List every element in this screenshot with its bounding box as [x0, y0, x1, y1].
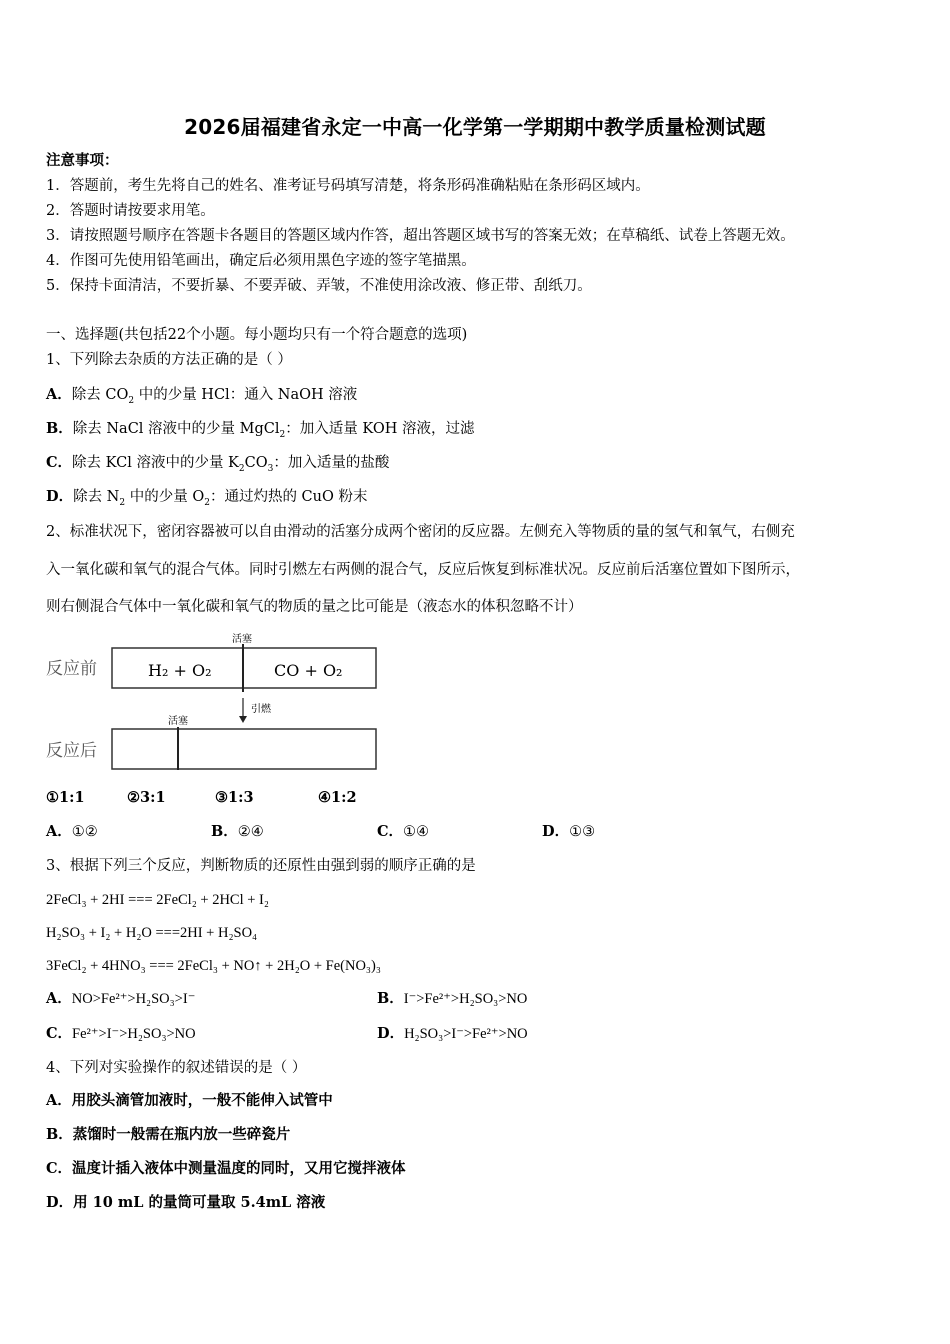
question-1-stem: 1、下列除去杂质的方法正确的是（ ） — [46, 352, 292, 368]
q2-option-d: D．①③ — [542, 823, 596, 840]
piston-label: 活塞 — [168, 716, 188, 727]
label-before: 反应前 — [46, 659, 97, 679]
question-2-stem: 入一氧化碳和氧气的混合气体。同时引燃左右两侧的混合气，反应后恢复到标准状况。反应前后活塞位置如下图所示， — [46, 562, 800, 578]
q3-option-b: B．I⁻>Fe²⁺>H₂SO₃>NO — [377, 990, 528, 1007]
option-label: D． — [46, 488, 74, 505]
question-4-stem: 4、下列对实验操作的叙述错误的是（ ） — [46, 1060, 307, 1076]
piston-diagram — [46, 632, 386, 777]
q1-option-d: D．除去 $N_2$ 中的少量 $O_2$：通过灼热的 CuO 粉末 — [46, 488, 368, 508]
notice-item: 2．答题时请按要求用笔。 — [46, 203, 215, 219]
reaction-2: H₂SO₃ + I₂ + H₂O ===2HI + H₂SO₄ — [46, 925, 258, 941]
q4-option-c: C．温度计插入液体中测量温度的同时，又用它搅拌液体 — [46, 1160, 406, 1177]
ignite-label: 引燃 — [251, 704, 271, 715]
vessel-after — [112, 729, 376, 769]
arrow-head — [239, 716, 247, 723]
notice-item: 1．答题前，考生先将自己的姓名、准考证号码填写清楚，将条形码准确粘贴在条形码区域内。 — [46, 178, 650, 194]
q4-option-d: D．用 10 mL 的量筒可量取 5.4mL 溶液 — [46, 1194, 326, 1211]
q2-option-a: A．①② — [46, 823, 98, 840]
label-after: 反应后 — [46, 741, 97, 761]
question-3-stem: 3、根据下列三个反应，判断物质的还原性由强到弱的顺序正确的是 — [46, 858, 476, 874]
reaction-3: 3FeCl₂ + 4HNO₃ === 2FeCl₃ + NO↑ + 2H₂O + Fe(NO₃)₃ — [46, 958, 381, 974]
notice-item: 3．请按照题号顺序在答题卡各题目的答题区域内作答，超出答题区域书写的答案无效；在草稿纸、试卷上答题无效。 — [46, 228, 795, 244]
ratio-choice: ④1:2 — [318, 789, 357, 806]
q3-option-d: D．H₂SO₃>I⁻>Fe²⁺>NO — [377, 1025, 528, 1042]
ratio-choice: ③1:3 — [215, 789, 254, 806]
ratio-choice: ②3:1 — [127, 789, 166, 806]
q1-option-a: A．除去 $CO_2$ 中的少量 HCl：通入 NaOH 溶液 — [46, 386, 358, 406]
q1-option-b: B．除去 NaCl 溶液中的少量 MgCl$_2$：加入适量 KOH 溶液，过滤 — [46, 420, 475, 440]
notice-heading: 注意事项： — [46, 152, 119, 169]
option-label: C． — [46, 454, 73, 471]
option-label: A． — [46, 386, 72, 403]
q3-option-c: C．Fe²⁺>I⁻>H₂SO₃>NO — [46, 1025, 196, 1042]
question-2-stem: 2、标准状况下，密闭容器被可以自由滑动的活塞分成两个密闭的反应器。左侧充入等物质的量的氢气和氧气，右侧充 — [46, 524, 795, 540]
reaction-1: 2FeCl₃ + 2HI === 2FeCl₂ + 2HCl + I₂ — [46, 892, 269, 908]
notice-item: 5．保持卡面清洁，不要折暴、不要弄破、弄皱，不准使用涂改液、修正带、刮纸刀。 — [46, 278, 592, 294]
page-title: 2026届福建省永定一中高一化学第一学期期中教学质量检测试题 — [184, 115, 766, 139]
q3-option-a: A．NO>Fe²⁺>H₂SO₃>I⁻ — [46, 990, 196, 1007]
section-heading: 一、选择题(共包括22个小题。每小题均只有一个符合题意的选项) — [46, 327, 468, 343]
q2-option-b: B．②④ — [211, 823, 264, 840]
piston-label: 活塞 — [232, 634, 252, 645]
option-label: B． — [46, 420, 73, 437]
ratio-choice: ①1:1 — [46, 789, 85, 806]
question-2-stem: 则右侧混合气体中一氧化碳和氧气的物质的量之比可能是（液态水的体积忽略不计） — [46, 599, 583, 615]
q4-option-b: B．蒸馏时一般需在瓶内放一些碎瓷片 — [46, 1126, 291, 1143]
left-gas: H₂ + O₂ — [148, 661, 212, 680]
q1-option-c: C．除去 KCl 溶液中的少量 $K_2CO_3$：加入适量的盐酸 — [46, 454, 390, 474]
q2-option-c: C．①④ — [377, 823, 430, 840]
notice-item: 4．作图可先使用铅笔画出，确定后必须用黑色字迹的签字笔描黑。 — [46, 253, 476, 269]
q4-option-a: A．用胶头滴管加液时，一般不能伸入试管中 — [46, 1092, 333, 1109]
right-gas: CO + O₂ — [274, 661, 343, 680]
